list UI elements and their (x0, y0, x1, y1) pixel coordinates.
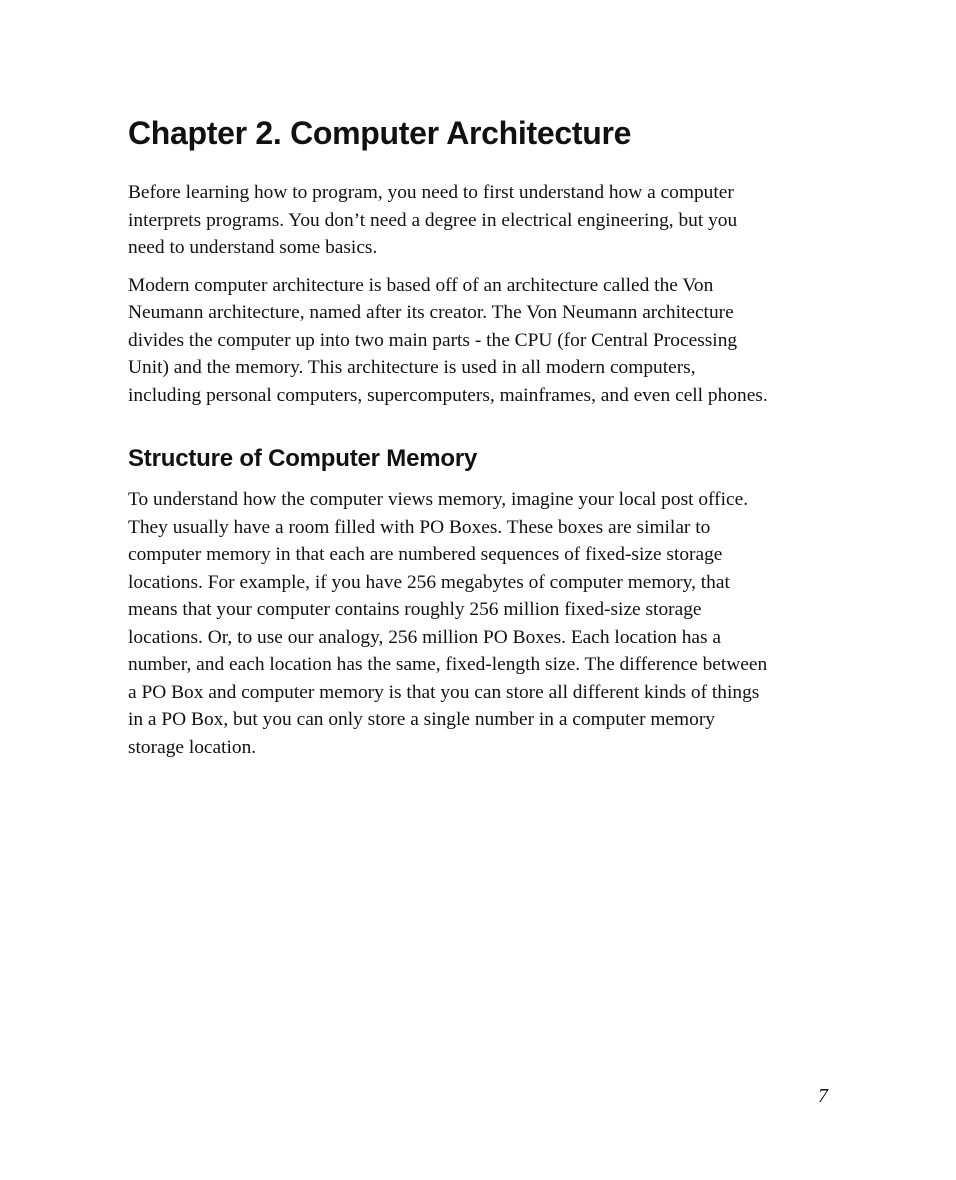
paragraph-line: need to understand some basics. (128, 237, 378, 258)
paragraph-line: number, and each location has the same, fixed-length size. The difference between (128, 654, 768, 675)
von-neumann-paragraph (128, 272, 833, 410)
paragraph-line: divides the computer up into two main parts - the CPU (for Central Processing (128, 329, 738, 351)
paragraph-line: including personal computers, supercomputers, mainframes, and even cell phones. (128, 384, 768, 406)
paragraph-line: Unit) and the memory. This architecture is used in all modern computers, (128, 357, 696, 378)
paragraph-line: locations. Or, to use our analogy, 256 million PO Boxes. Each location has a (128, 626, 722, 648)
paragraph-line: To understand how the computer views memory, imagine your local post office. (128, 489, 749, 510)
paragraph-line: a PO Box and computer memory is that you can store all different kinds of things (128, 681, 760, 703)
intro-paragraph (128, 179, 833, 262)
paragraph-line: They usually have a room filled with PO Boxes. These boxes are similar to (128, 516, 711, 538)
paragraph-line: in a PO Box, but you can only store a single number in a computer memory (128, 709, 715, 730)
paragraph-line: interprets programs. You don’t need a degree in electrical engineering, but you (128, 209, 738, 231)
page-number: 7 (818, 1085, 828, 1107)
paragraph-line: Neumann architecture, named after its creator. The Von Neumann architecture (128, 302, 734, 323)
paragraph-line: Modern computer architecture is based off of an architecture called the Von (128, 274, 714, 296)
paragraph-line: computer memory in that each are numbered sequences of fixed-size storage (128, 544, 723, 565)
page-content (128, 112, 833, 761)
paragraph-line: storage location. (128, 736, 257, 758)
section-title: Structure of Computer Memory (128, 445, 478, 472)
paragraph-line: locations. For example, if you have 256 megabytes of computer memory, that (128, 571, 730, 593)
chapter-title: Chapter 2. Computer Architecture (128, 115, 632, 151)
memory-paragraph (128, 486, 833, 761)
paragraph-line: means that your computer contains roughly 256 million fixed-size storage (128, 599, 702, 620)
paragraph-line: Before learning how to program, you need to first understand how a computer (128, 182, 734, 203)
